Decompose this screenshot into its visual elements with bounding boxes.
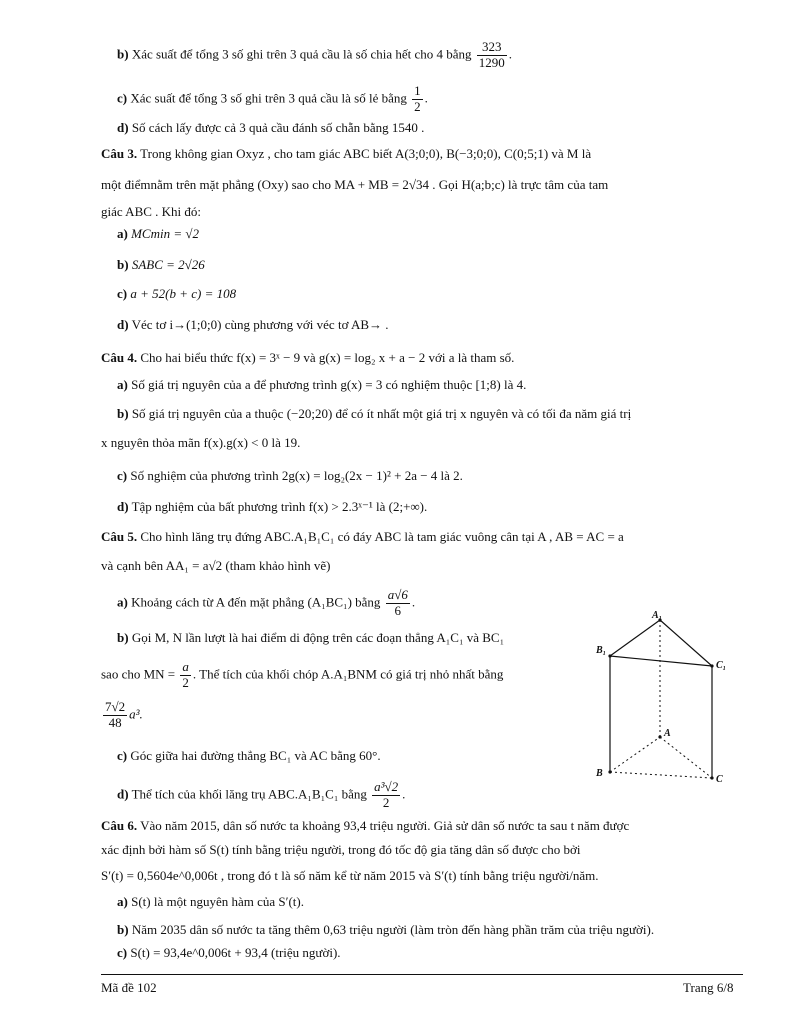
question-title: Câu 6. bbox=[101, 818, 138, 833]
option-label: c) bbox=[117, 945, 128, 960]
numerator: a√6 bbox=[387, 587, 408, 602]
option-label: c) bbox=[117, 468, 128, 483]
option-label: d) bbox=[117, 786, 129, 802]
q2-option-d bbox=[117, 120, 424, 136]
numerator: 323 bbox=[477, 40, 507, 56]
option-label: c) bbox=[117, 748, 128, 763]
denominator: 2 bbox=[182, 674, 189, 690]
fraction bbox=[477, 40, 507, 71]
option-text: S(t) = 93,4e^0,006t + 93,4 (triệu người). bbox=[130, 945, 341, 960]
option-label: a) bbox=[117, 226, 128, 241]
q2-option-c bbox=[117, 84, 428, 115]
q6-option-a bbox=[117, 894, 304, 910]
option-label: d) bbox=[117, 317, 129, 332]
option-text: Thể tích của khối lăng trụ ABC.A₁B₁C₁ bằng bbox=[131, 786, 367, 802]
q4-option-d bbox=[117, 499, 427, 515]
q4-option-b bbox=[117, 406, 631, 422]
label-a: A bbox=[664, 728, 671, 739]
punct: . bbox=[508, 46, 513, 62]
vertex-a bbox=[658, 735, 661, 738]
q3-stem-line2: một điểmnằm trên mặt phẳng (Oxy) sao cho MA + MB = 2√34 . Gọi H(a;b;c) là trực tâm của tam bbox=[101, 177, 609, 192]
denominator: 2 bbox=[414, 98, 421, 114]
option-text: Tập nghiệm của bất phương trình f(x) > 2.3ˣ⁻¹ là (2;+∞). bbox=[131, 499, 428, 514]
fraction bbox=[372, 780, 400, 811]
label-c: C bbox=[716, 774, 723, 785]
numerator: 7√2 bbox=[105, 699, 126, 714]
option-text: Số giá trị nguyên của a thuộc (−20;20) để có ít nhất một giá trị x nguyên và có tối đa năm giá trị bbox=[131, 406, 632, 421]
label-b: B bbox=[596, 768, 603, 779]
q5-option-b-cont bbox=[101, 660, 503, 691]
q6-option-c bbox=[117, 945, 341, 961]
q6-option-b bbox=[117, 922, 654, 938]
option-text: Số giá trị nguyên của a để phương trình g(x) = 3 có nghiệm thuộc [1;8) là 4. bbox=[131, 377, 527, 392]
stem-text: Cho hình lăng trụ đứng ABC.A₁B₁C₁ có đáy ABC là tam giác vuông cân tại A , AB = AC = a bbox=[140, 529, 624, 544]
q5-option-d bbox=[117, 780, 405, 811]
vertex-c1 bbox=[710, 664, 713, 667]
option-text: S(t) là một nguyên hàm của S′(t). bbox=[131, 894, 304, 909]
edge-b1-a1 bbox=[610, 620, 660, 656]
q3-stem-line1 bbox=[101, 146, 591, 162]
option-text: Góc giữa hai đường thẳng BC₁ và AC bằng 60°. bbox=[130, 748, 381, 763]
edge-b1-c1 bbox=[610, 656, 712, 666]
edge-a-c bbox=[660, 737, 712, 778]
stem-text: Vào năm 2015, dân số nước ta khoảng 93,4 triệu người. Giả sử dân số nước ta sau t năm được bbox=[140, 818, 630, 833]
question-title: Câu 3. bbox=[101, 146, 138, 161]
numerator: 1 bbox=[414, 83, 421, 98]
question-title: Câu 4. bbox=[101, 350, 138, 365]
numerator: a bbox=[182, 659, 189, 674]
question-title: Câu 5. bbox=[101, 529, 138, 544]
option-text: Véc tơ i→(1;0;0) cùng phương với véc tơ AB→ . bbox=[131, 317, 389, 332]
exam-code: Mã đề 102 bbox=[101, 980, 157, 995]
option-text: Xác suất để tổng 3 số ghi trên 3 quả cầu là số chia hết cho 4 bằng bbox=[131, 46, 472, 62]
fraction bbox=[412, 84, 423, 115]
q5-option-b bbox=[117, 630, 504, 646]
option-label: c) bbox=[117, 286, 128, 301]
option-label: b) bbox=[117, 257, 129, 272]
fraction bbox=[180, 660, 191, 691]
option-label: d) bbox=[117, 499, 129, 514]
q3-option-b bbox=[117, 257, 205, 273]
q5-option-a bbox=[117, 588, 415, 619]
q5-option-b-result bbox=[101, 700, 143, 731]
label-c1: C₁ bbox=[716, 660, 727, 671]
option-label: b) bbox=[117, 922, 129, 937]
option-text: Xác suất để tổng 3 số ghi trên 3 quả cầu là số lẻ bằng bbox=[130, 90, 407, 106]
q4-option-c bbox=[117, 468, 463, 484]
fraction bbox=[103, 700, 127, 731]
option-text: sao cho MN = bbox=[101, 666, 176, 682]
q6-stem-line2: xác định bởi hàm số S(t) tính bằng triệu người, trong đó tốc độ gia tăng dân số được cho bởi bbox=[101, 842, 581, 857]
q3-option-d bbox=[117, 317, 389, 333]
option-label: b) bbox=[117, 630, 129, 645]
edge-b-a bbox=[610, 737, 660, 772]
edge-a1-c1 bbox=[660, 620, 712, 666]
edge-b-c bbox=[610, 772, 712, 778]
q3-option-c bbox=[117, 286, 236, 302]
option-label: b) bbox=[117, 46, 129, 62]
option-text: Gọi M, N lần lượt là hai điểm di động trên các đoạn thẳng A₁C₁ và BC₁ bbox=[131, 630, 505, 645]
option-text: Số nghiệm của phương trình 2g(x) = log₂(2x − 1)² + 2a − 4 là 2. bbox=[130, 468, 463, 483]
q4-option-a bbox=[117, 377, 526, 393]
prism-figure bbox=[590, 610, 740, 790]
option-label: c) bbox=[117, 90, 128, 106]
numerator: a³√2 bbox=[374, 779, 399, 794]
denominator: 48 bbox=[108, 714, 122, 730]
page-number: Trang 6/8 bbox=[683, 980, 734, 995]
q5-option-c bbox=[117, 748, 381, 764]
option-text: Năm 2035 dân số nước ta tăng thêm 0,63 triệu người (làm tròn đến hàng phần trăm của triệu người). bbox=[131, 922, 655, 937]
punct: . bbox=[424, 90, 428, 106]
vertex-b bbox=[608, 770, 611, 773]
q4-stem bbox=[101, 350, 514, 366]
q6-stem-line1 bbox=[101, 818, 629, 834]
q5-stem-line1 bbox=[101, 529, 624, 545]
denominator: 1290 bbox=[478, 54, 505, 70]
punct: . bbox=[411, 594, 416, 610]
stem-text: Trong không gian Oxyz , cho tam giác ABC biết A(3;0;0), B(−3;0;0), C(0;5;1) và M là bbox=[140, 146, 592, 161]
option-label: a) bbox=[117, 594, 128, 610]
footer-divider bbox=[101, 974, 743, 975]
vertex-b1 bbox=[608, 654, 611, 657]
denominator: 6 bbox=[394, 602, 401, 618]
option-text: a + 52(b + c) = 108 bbox=[130, 286, 237, 301]
option-label: a) bbox=[117, 894, 128, 909]
fraction bbox=[386, 588, 410, 619]
label-a1: A₁ bbox=[652, 610, 663, 621]
option-label: a) bbox=[117, 377, 128, 392]
punct: . bbox=[402, 786, 406, 802]
denominator: 2 bbox=[382, 794, 390, 810]
q3-option-a bbox=[117, 226, 199, 242]
option-text: Số cách lấy được cả 3 quả cầu đánh số chẵn bằng 1540 . bbox=[131, 120, 425, 135]
q3-stem-line3: giác ABC . Khi đó: bbox=[101, 204, 202, 219]
option-text: Khoảng cách từ A đến mặt phẳng (A₁BC₁) bằng bbox=[131, 594, 381, 610]
option-text: . Thể tích của khối chóp A.A₁BNM có giá trị nhỏ nhất bằng bbox=[192, 666, 504, 682]
option-text: MCmin = √2 bbox=[131, 226, 200, 241]
label-b1: B₁ bbox=[596, 645, 607, 656]
option-label: d) bbox=[117, 120, 129, 135]
q5-stem-line2: và cạnh bên AA₁ = a√2 (tham khảo hình vẽ) bbox=[101, 558, 331, 573]
option-label: b) bbox=[117, 406, 129, 421]
q4-option-b-cont: x nguyên thỏa mãn f(x).g(x) < 0 là 19. bbox=[101, 435, 301, 450]
vertex-c bbox=[710, 776, 713, 779]
q6-stem-line3: S′(t) = 0,5604e^0,006t , trong đó t là số năm kể từ năm 2015 và S′(t) tính bằng triệu người/năm. bbox=[101, 868, 599, 883]
stem-text: Cho hai biểu thức f(x) = 3ˣ − 9 và g(x) = log₂ x + a − 2 với a là tham số. bbox=[140, 350, 515, 365]
q2-option-b bbox=[117, 40, 512, 71]
option-text: SABC = 2√26 bbox=[131, 257, 205, 272]
result-tail: a³. bbox=[129, 706, 143, 722]
